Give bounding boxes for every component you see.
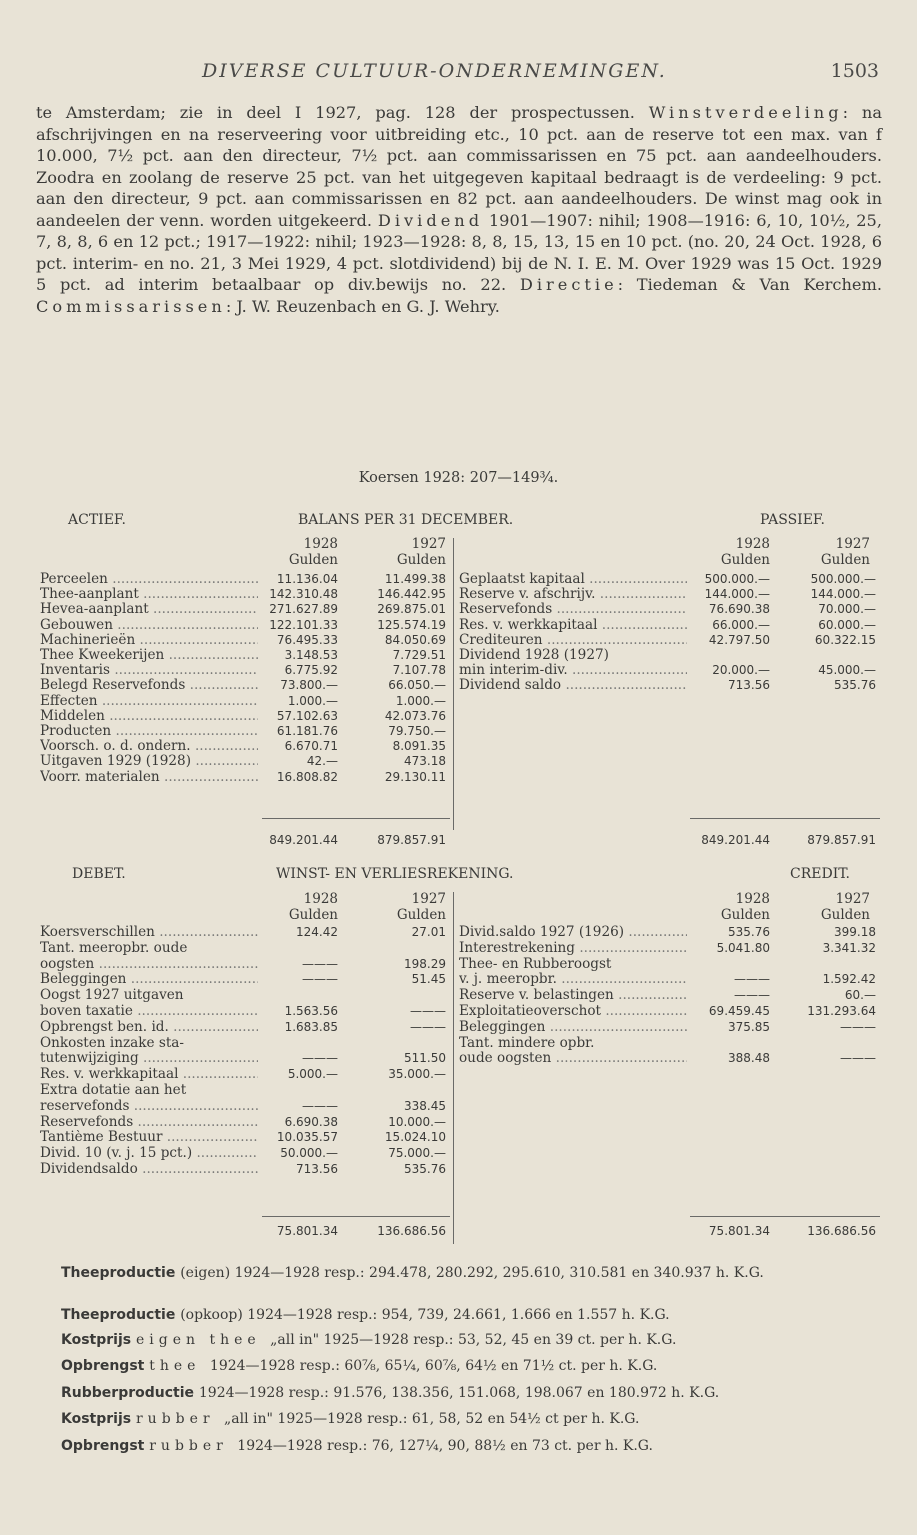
passief-label: Reserve v. afschrijv. ..... [459, 587, 687, 602]
stat-label: Kostprijs [61, 1411, 136, 1427]
stat-text: 1924—1928 resp.: 60⅞, 65¼, 60⅞, 64½ en 71½ ct. per h. K.G. [209, 1358, 658, 1374]
wv-credit-total-a: 75.801.34 [708, 1224, 770, 1238]
debet-label: Dividendsaldo ..... [40, 1162, 258, 1177]
actief-label: Effecten ..... [40, 694, 258, 709]
passief-value-b: 70.000.— [818, 602, 876, 617]
passief-value-a: 144.000.— [704, 587, 770, 602]
stat-qualifier: rubber [149, 1438, 238, 1454]
actief-label: Voorsch. o. d. ondern. ..... [40, 739, 258, 754]
passief-value-a: 500.000.— [704, 572, 770, 586]
actief-value-a: 76.495.33 [276, 632, 338, 647]
stat-label: Rubberproductie [61, 1385, 199, 1401]
balans-actief-total-b: 879.857.91 [377, 833, 446, 847]
actief-value-b: 269.875.01 [377, 602, 446, 617]
debet-value-a: 713.56 [296, 1162, 338, 1176]
stat-text: 1924—1928 resp.: 76, 127¼, 90, 88½ en 73 ct. per h. K.G. [237, 1438, 653, 1454]
actief-label: Uitgaven 1929 (1928) ..... [40, 754, 258, 769]
passief-title: PASSIEF. [760, 512, 825, 528]
wv-debet-col-b-header: 1927 Gulden [396, 891, 446, 923]
actief-value-a: 6.670.71 [284, 739, 338, 754]
actief-label: Thee-aanplant ..... [40, 587, 258, 602]
actief-value-b: 42.073.76 [384, 708, 446, 723]
page-number: 1503 [830, 60, 879, 82]
stat-text: (opkoop) 1924—1928 resp.: 954, 739, 24.661, 1.666 en 1.557 h. K.G. [180, 1307, 670, 1323]
actief-value-a: 57.102.63 [276, 708, 338, 723]
debet-label: Koersverschillen ..... [40, 925, 258, 940]
debet-value-a: 6.690.38 [284, 1114, 338, 1129]
stat-line [61, 1410, 881, 1428]
debet-label: oogsten ..... [40, 957, 258, 972]
stat-line [61, 1306, 881, 1324]
wv-debet-sum-line [262, 1216, 450, 1217]
debet-value-b: 35.000.— [388, 1067, 446, 1082]
balans-passief-total-b: 879.857.91 [807, 833, 876, 847]
actief-value-b: 125.574.19 [377, 617, 446, 632]
wv-debet-total-a: 75.801.34 [276, 1224, 338, 1238]
credit-value-a: 375.85 [728, 1019, 770, 1034]
credit-value-a: ——— [734, 972, 770, 987]
stat-line [61, 1437, 881, 1455]
balans-divider [453, 538, 454, 830]
dividend-heading: Dividend [377, 210, 484, 230]
body-text-2: : na afschrijvingen en na reserveering voor uitbreiding etc., 10 pct. aan de reserve tot een max. van f 10.000, 7½ pct. aan den directeur, 7½ pct. aan commissarissen en 75 pct. aan aandeelhouders. Zoodra en zoolang de reserve 25 pct. van het uitgegeven kapitaal bedraagt is de verdeeling: 9 pct. aan den directeur, 9 pct. aan commissarissen en 82 pct. aan aandeelhouders. De winst mag ook in aandeelen der venn. worden uitgekeerd. [36, 103, 882, 230]
stat-label: Kostprijs [61, 1332, 136, 1348]
credit-value-b: 60.— [844, 988, 876, 1003]
debet-value-b: 511.50 [404, 1051, 446, 1066]
passief-value-a: 20.000.— [712, 663, 770, 678]
passief-label: Dividend saldo ..... [459, 678, 687, 693]
balans-actief-total-a: 849.201.44 [269, 833, 338, 847]
passief-value-a: 713.56 [728, 678, 770, 693]
actief-value-b: 7.729.51 [392, 648, 446, 662]
actief-value-b: 11.499.38 [384, 572, 446, 586]
stat-qualifier: thee [149, 1358, 210, 1374]
passief-value-b: 45.000.— [818, 663, 876, 678]
passief-label: Geplaatst kapitaal ..... [459, 572, 687, 587]
wv-debet-total-b: 136.686.56 [377, 1224, 446, 1238]
stat-text: „all in" 1925—1928 resp.: 61, 58, 52 en 54½ ct per h. K.G. [224, 1411, 640, 1427]
stat-line [61, 1384, 881, 1402]
passief-value-a: 76.690.38 [708, 602, 770, 617]
debet-label: Opbrengst ben. id. ..... [40, 1020, 258, 1035]
credit-title: CREDIT. [790, 866, 850, 882]
debet-value-a: 1.563.56 [284, 1004, 338, 1018]
credit-label: Reserve v. belastingen ..... [459, 988, 687, 1003]
debet-value-b: 15.024.10 [384, 1130, 446, 1145]
actief-value-b: 84.050.69 [384, 632, 446, 647]
credit-value-b: 1.592.42 [822, 972, 876, 987]
debet-value-a: 50.000.— [280, 1146, 338, 1161]
actief-value-a: 6.775.92 [284, 663, 338, 678]
debet-value-b: 51.45 [411, 972, 446, 987]
wv-debet-col-a-header: 1928 Gulden [288, 891, 338, 923]
koersen-line: Koersen 1928: 207—149¾. [358, 470, 559, 486]
credit-value-a: 388.48 [728, 1051, 770, 1066]
credit-label: oude oogsten ..... [459, 1051, 687, 1066]
debet-value-a: 124.42 [296, 925, 338, 939]
actief-label: Inventaris ..... [40, 663, 258, 678]
commissarissen-heading: Commissarissen [36, 296, 226, 316]
balans-actief-col-a-header: 1928 Gulden [288, 536, 338, 568]
passief-value-b: 60.322.15 [814, 632, 876, 647]
passief-value-b: 535.76 [834, 678, 876, 693]
wv-credit-total-b: 136.686.56 [807, 1224, 876, 1238]
debet-value-b: ——— [410, 1019, 446, 1034]
debet-value-a: ——— [302, 1098, 338, 1113]
debet-label: boven taxatie ..... [40, 1004, 258, 1019]
debet-value-b: 75.000.— [388, 1146, 446, 1161]
credit-value-b: 131.293.64 [807, 1004, 876, 1018]
credit-label: Tant. mindere opbr. [459, 1035, 595, 1051]
credit-value-a: 5.041.80 [716, 940, 770, 955]
debet-title: DEBET. [72, 866, 126, 882]
passief-value-a: 42.797.50 [708, 632, 770, 647]
passief-value-b: 144.000.— [810, 587, 876, 602]
debet-label: Reservefonds ..... [40, 1115, 258, 1130]
actief-value-b: 66.050.— [388, 678, 446, 693]
stat-label: Opbrengst [61, 1358, 150, 1374]
wv-divider [453, 892, 454, 1244]
credit-label: Thee- en Rubberoogst [459, 956, 612, 972]
body-text-3: 1901—1907: nihil; 1908—1916: 6, 10, 10½, 25, 7, 8, 8, 6 en 12 pct.; 1917—1922: nihil; 1923—1928: 8, 8, 15, 13, 15 en 10 pct. (no. 20, 24 Oct. 1928, 6 pct. interim- en no. 21, 3 Mei 1929, 4 pct. slotdividend) bij de N. I. E. M. Over 1929 was 15 Oct. 1929 5 pct. ad interim betaalbaar op div.bewijs no. 22. [36, 210, 883, 294]
wv-credit-sum-line [690, 1216, 880, 1217]
passief-label: min interim-div. ..... [459, 663, 687, 678]
debet-value-a: ——— [302, 972, 338, 987]
passief-value-a: 66.000.— [712, 617, 770, 632]
actief-label: Gebouwen ..... [40, 618, 258, 633]
body-text-5: : J. W. Reuzenbach en G. J. Wehry. [225, 296, 500, 316]
balans-title: BALANS PER 31 DECEMBER. [298, 512, 514, 528]
actief-label: Perceelen ..... [40, 572, 258, 587]
balans-passief-sum-line [690, 818, 880, 819]
debet-label: Oogst 1927 uitgaven [40, 988, 184, 1004]
credit-value-a: ——— [734, 988, 770, 1003]
debet-value-b: 10.000.— [388, 1114, 446, 1129]
wv-credit-col-a-header: 1928 Gulden [720, 891, 770, 923]
actief-label: Middelen ..... [40, 709, 258, 724]
actief-label: Belegd Reservefonds ..... [40, 678, 258, 693]
balans-actief-sum-line [262, 818, 450, 819]
actief-label: Machinerieën ..... [40, 633, 258, 648]
body-text-1: te Amsterdam; zie in deel I 1927, pag. 128 der prospectussen. [36, 103, 649, 122]
debet-value-a: ——— [302, 1051, 338, 1066]
company-description [36, 102, 882, 317]
stat-text: (eigen) 1924—1928 resp.: 294.478, 280.292, 295.610, 310.581 en 340.937 h. K.G. [180, 1265, 764, 1281]
stat-line [61, 1331, 881, 1349]
passief-value-b: 500.000.— [810, 572, 876, 586]
debet-value-b: 198.29 [404, 956, 446, 971]
actief-value-b: 8.091.35 [392, 739, 446, 754]
actief-value-b: 79.750.— [388, 724, 446, 738]
actief-value-a: 16.808.82 [276, 769, 338, 784]
wv-credit-col-b-header: 1927 Gulden [820, 891, 870, 923]
debet-value-a: 5.000.— [287, 1067, 338, 1082]
stat-line [61, 1357, 881, 1375]
actief-value-a: 42.— [306, 754, 338, 769]
running-header [0, 60, 917, 86]
stat-qualifier: rubber [135, 1411, 225, 1427]
passief-label: Crediteuren ..... [459, 633, 687, 648]
debet-value-a: 1.683.85 [284, 1019, 338, 1034]
debet-value-b: 27.01 [411, 925, 446, 939]
debet-label: Tant. meeropbr. oude [40, 940, 188, 956]
winstverdeeling-heading: Winstverdeeling [648, 103, 843, 122]
debet-value-b: 535.76 [404, 1162, 446, 1176]
header-title: DIVERSE CULTUUR-ONDERNEMINGEN. [202, 60, 667, 82]
credit-label: Exploitatieoverschot ..... [459, 1004, 687, 1019]
debet-label: reservefonds ..... [40, 1099, 258, 1114]
debet-label: Divid. 10 (v. j. 15 pct.) ..... [40, 1146, 258, 1161]
actief-value-a: 61.181.76 [276, 724, 338, 738]
passief-label: Reservefonds ..... [459, 602, 687, 617]
directie-heading: Directie [519, 275, 618, 294]
passief-label: Res. v. werkkapitaal ..... [459, 618, 687, 633]
actief-value-b: 146.442.95 [377, 587, 446, 602]
debet-label: tutenwijziging ..... [40, 1051, 258, 1066]
credit-label: Interestrekening ..... [459, 941, 687, 956]
credit-value-b: ——— [840, 1051, 876, 1066]
debet-value-a: ——— [302, 956, 338, 971]
actief-value-b: 1.000.— [395, 693, 446, 708]
debet-label: Res. v. werkkapitaal ..... [40, 1067, 258, 1082]
debet-label: Onkosten inzake sta- [40, 1035, 184, 1051]
credit-label: v. j. meeropbr. ..... [459, 972, 687, 987]
wv-title: WINST- EN VERLIESREKENING. [276, 866, 514, 882]
credit-value-b: 3.341.32 [822, 940, 876, 955]
credit-label: Beleggingen ..... [459, 1020, 687, 1035]
body-text-4: : Tiedeman & Van Kerchem. [617, 275, 882, 294]
actief-value-a: 142.310.48 [269, 587, 338, 602]
credit-label: Divid.saldo 1927 (1926) ..... [459, 925, 687, 940]
stat-line [61, 1264, 881, 1282]
stat-qualifier: eigen thee [135, 1332, 271, 1348]
actief-label: Voorr. materialen ..... [40, 770, 258, 785]
passief-label: Dividend 1928 (1927) [459, 648, 609, 663]
actief-value-b: 473.18 [404, 754, 446, 769]
actief-value-a: 73.800.— [280, 678, 338, 693]
actief-value-a: 3.148.53 [284, 648, 338, 662]
actief-value-a: 1.000.— [287, 693, 338, 708]
debet-value-a: 10.035.57 [276, 1130, 338, 1145]
balans-actief-col-b-header: 1927 Gulden [396, 536, 446, 568]
debet-label: Tantième Bestuur ..... [40, 1130, 258, 1145]
actief-value-b: 29.130.11 [384, 769, 446, 784]
actief-title: ACTIEF. [68, 512, 126, 528]
credit-value-b: ——— [840, 1019, 876, 1034]
actief-value-a: 11.136.04 [276, 572, 338, 586]
actief-value-a: 271.627.89 [269, 602, 338, 617]
debet-value-b: 338.45 [404, 1098, 446, 1113]
actief-value-b: 7.107.78 [392, 663, 446, 678]
stat-label: Theeproductie [61, 1265, 181, 1281]
balans-passief-col-a-header: 1928 Gulden [720, 536, 770, 568]
credit-value-b: 399.18 [834, 925, 876, 939]
actief-label: Hevea-aanplant ..... [40, 602, 258, 617]
debet-value-b: ——— [410, 1004, 446, 1018]
credit-value-a: 69.459.45 [708, 1004, 770, 1018]
actief-label: Thee Kweekerijen ..... [40, 648, 258, 663]
debet-label: Extra dotatie aan het [40, 1083, 187, 1098]
debet-label: Beleggingen ..... [40, 972, 258, 987]
credit-value-a: 535.76 [728, 925, 770, 939]
balans-passief-total-a: 849.201.44 [701, 833, 770, 847]
actief-label: Producten ..... [40, 724, 258, 739]
passief-value-b: 60.000.— [818, 617, 876, 632]
stat-label: Theeproductie [61, 1307, 181, 1323]
stat-label: Opbrengst [61, 1438, 150, 1454]
stat-text: „all in" 1925—1928 resp.: 53, 52, 45 en 39 ct. per h. K.G. [270, 1332, 677, 1348]
balans-passief-col-b-header: 1927 Gulden [820, 536, 870, 568]
stat-text: 1924—1928 resp.: 91.576, 138.356, 151.068, 198.067 en 180.972 h. K.G. [198, 1385, 720, 1401]
actief-value-a: 122.101.33 [269, 617, 338, 632]
